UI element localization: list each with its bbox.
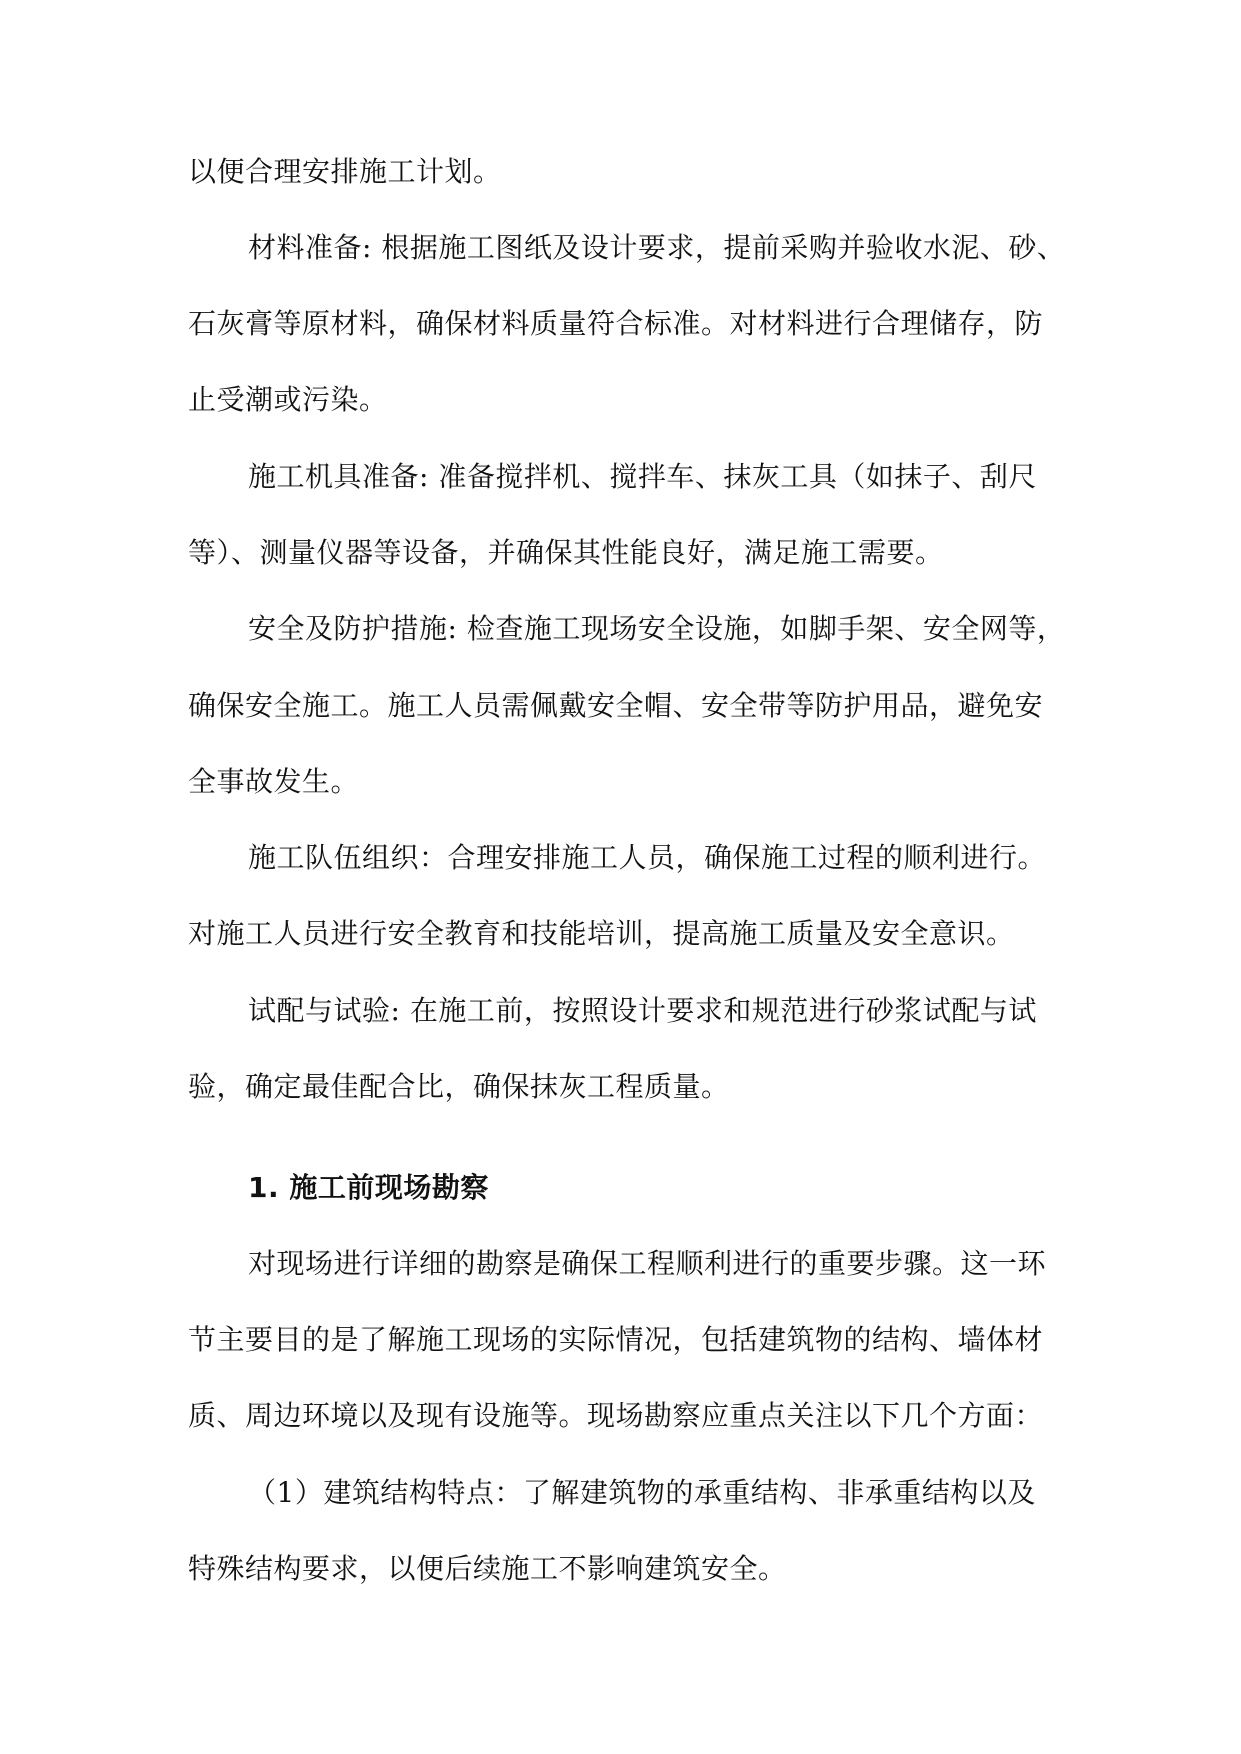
paragraph-line: 质、周边环境以及现有设施等。现场勘察应重点关注以下几个方面： xyxy=(188,1399,1044,1432)
paragraph-line: 等）、测量仪器等设备，并确保其性能良好，满足施工需要。 xyxy=(188,536,944,569)
paragraph-line: 试配与试验: 在施工前，按照设计要求和规范进行砂浆试配与试 xyxy=(248,994,1037,1027)
paragraph-line: 以便合理安排施工计划。 xyxy=(188,155,502,188)
paragraph-line: 施工队伍组织：合理安排施工人员，确保施工过程的顺利进行。 xyxy=(248,841,1047,874)
section-heading: 1. 施工前现场勘察 xyxy=(248,1171,489,1204)
paragraph-line: 止受潮或污染。 xyxy=(188,383,388,416)
paragraph-line: 对施工人员进行安全教育和技能培训，提高施工质量及安全意识。 xyxy=(188,917,1015,950)
paragraph-line: 特殊结构要求，以便后续施工不影响建筑安全。 xyxy=(188,1552,787,1585)
paragraph-line: 验，确定最佳配合比，确保抹灰工程质量。 xyxy=(188,1070,730,1103)
paragraph-line: 对现场进行详细的勘察是确保工程顺利进行的重要步骤。这一环 xyxy=(248,1247,1047,1280)
paragraph-line: 施工机具准备: 准备搅拌机、搅拌车、抹灰工具（如抹子、刮尺 xyxy=(248,460,1037,493)
paragraph-line: 节主要目的是了解施工现场的实际情况，包括建筑物的结构、墙体材 xyxy=(188,1323,1044,1356)
paragraph-line: 石灰膏等原材料，确保材料质量符合标准。对材料进行合理储存，防 xyxy=(188,307,1044,340)
paragraph-line: 全事故发生。 xyxy=(188,765,360,798)
paragraph-line: 确保安全施工。施工人员需佩戴安全帽、安全带等防护用品，避免安 xyxy=(188,689,1044,722)
paragraph-line: 材料准备: 根据施工图纸及设计要求，提前采购并验收水泥、砂、 xyxy=(248,231,1066,264)
paragraph-line: （1）建筑结构特点：了解建筑物的承重结构、非承重结构以及 xyxy=(248,1476,1036,1509)
paragraph-line: 安全及防护措施: 检查施工现场安全设施，如脚手架、安全网等， xyxy=(248,612,1066,645)
